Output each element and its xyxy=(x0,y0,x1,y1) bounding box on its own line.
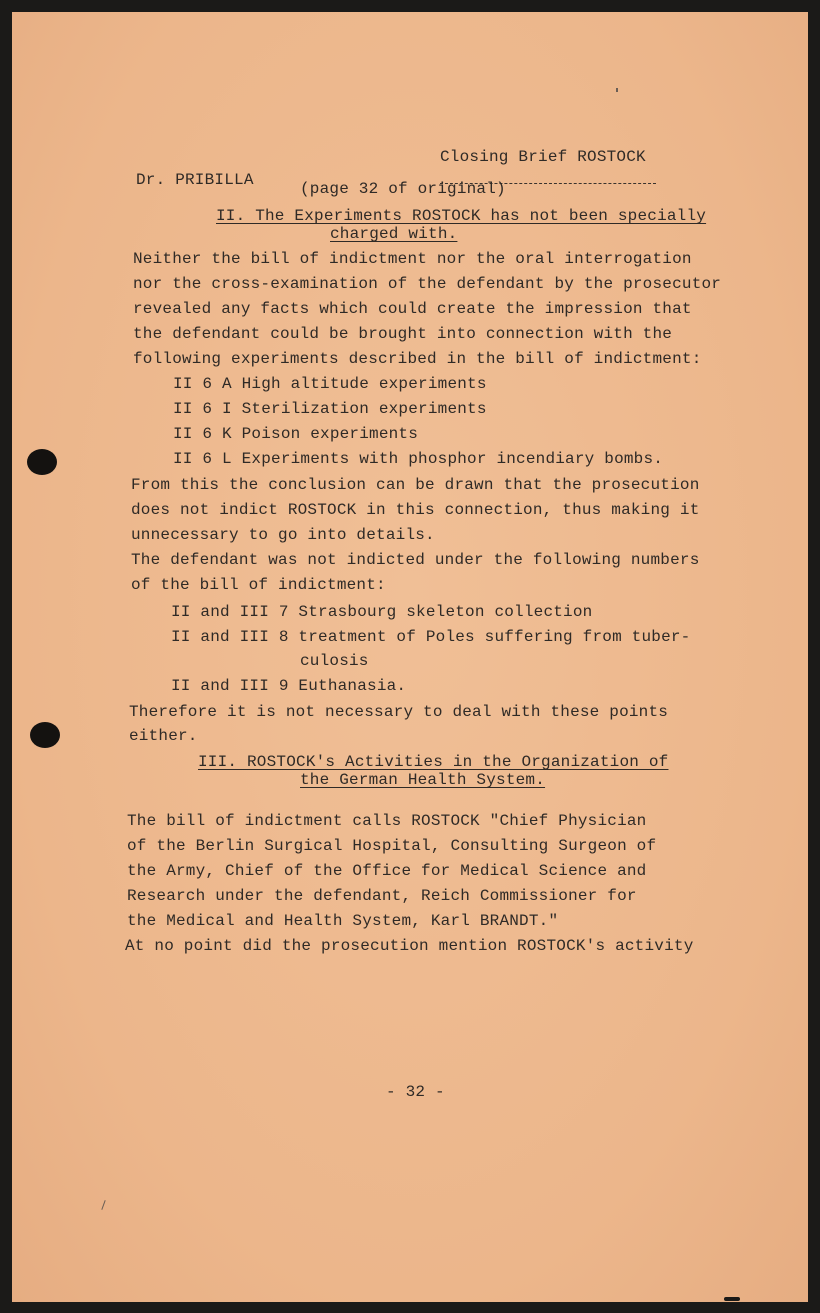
para1-line: Neither the bill of indictment nor the oral interrogation xyxy=(133,250,692,268)
para1-line: nor the cross-examination of the defendant by the prosecutor xyxy=(133,275,722,293)
original-page-ref: (page 32 of original) xyxy=(300,180,506,198)
para1-line: revealed any facts which could create the impression that xyxy=(133,300,692,318)
para3-line: Therefore it is not necessary to deal with these points xyxy=(129,703,669,721)
para1-line: following experiments described in the bill of indictment: xyxy=(133,350,702,368)
section-2-heading-line2: charged with. xyxy=(330,225,458,243)
counsel-name: Dr. PRIBILLA xyxy=(136,171,254,189)
para2-line: does not indict ROSTOCK in this connection, thus making it xyxy=(131,501,700,519)
paper-speck xyxy=(616,88,618,92)
document-page xyxy=(12,12,808,1302)
section-3-para-line: the Army, Chief of the Office for Medical Science and xyxy=(127,862,647,880)
indictment-item-continuation: culosis xyxy=(300,652,369,670)
section-3-heading-line1: III. ROSTOCK's Activities in the Organization of xyxy=(198,753,669,771)
para2-line: of the bill of indictment: xyxy=(131,576,386,594)
indictment-item: II and III 8 treatment of Poles suffering from tuber- xyxy=(171,628,691,646)
experiment-item: II 6 K Poison experiments xyxy=(173,425,419,443)
experiment-item: II 6 L Experiments with phosphor incendiary bombs. xyxy=(173,450,664,468)
typed-document xyxy=(12,12,808,1302)
experiment-item: II 6 I Sterilization experiments xyxy=(173,400,487,418)
para2-line: The defendant was not indicted under the following numbers xyxy=(131,551,700,569)
paper-edge-tear xyxy=(724,1297,740,1301)
page-number: - 32 - xyxy=(386,1083,445,1101)
para2-line: From this the conclusion can be drawn that the prosecution xyxy=(131,476,700,494)
experiment-item: II 6 A High altitude experiments xyxy=(173,375,487,393)
section-2-heading-line1: II. The Experiments ROSTOCK has not been specially xyxy=(216,207,707,225)
section-3-para-line: The bill of indictment calls ROSTOCK "Chief Physician xyxy=(127,812,647,830)
punch-hole xyxy=(27,449,57,475)
section-3-para-line: the Medical and Health System, Karl BRANDT." xyxy=(127,912,559,930)
section-3-para-line: of the Berlin Surgical Hospital, Consulting Surgeon of xyxy=(127,837,657,855)
punch-hole xyxy=(30,722,60,748)
para1-line: the defendant could be brought into connection with the xyxy=(133,325,673,343)
section-3-para-line: Research under the defendant, Reich Commissioner for xyxy=(127,887,637,905)
indictment-item: II and III 7 Strasbourg skeleton collection xyxy=(171,603,593,621)
para2-line: unnecessary to go into details. xyxy=(131,526,435,544)
para3-line: either. xyxy=(129,727,198,745)
section-3-para-line: At no point did the prosecution mention ROSTOCK's activity xyxy=(125,937,694,955)
section-3-heading-line2: the German Health System. xyxy=(300,771,546,789)
indictment-item: II and III 9 Euthanasia. xyxy=(171,677,407,695)
brief-title: Closing Brief ROSTOCK xyxy=(440,148,646,166)
